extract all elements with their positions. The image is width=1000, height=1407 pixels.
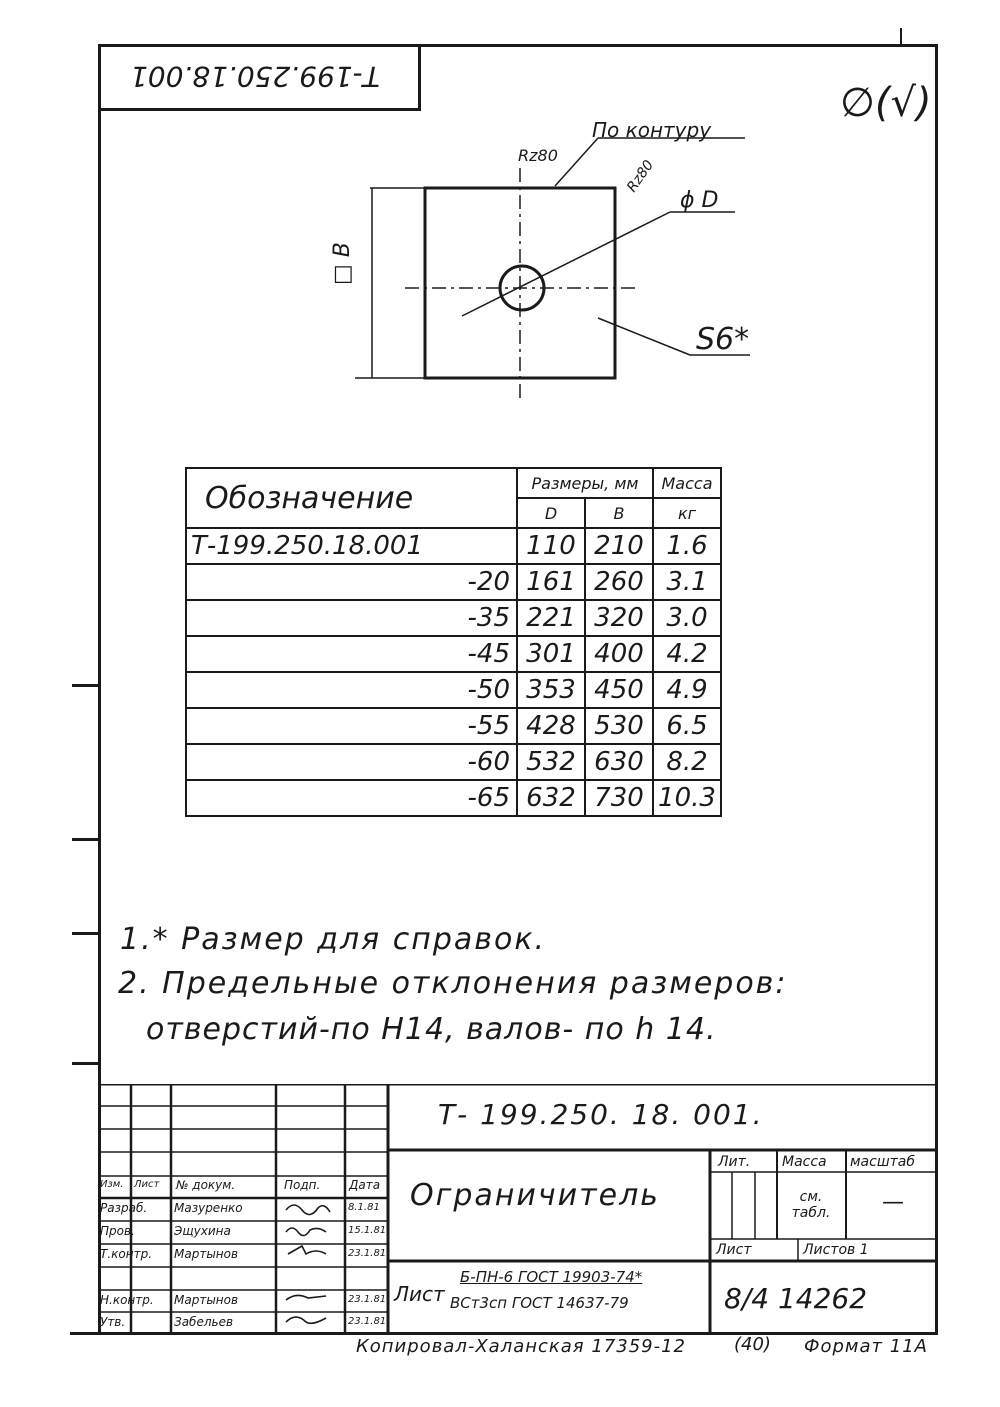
row-b: 530 xyxy=(585,708,653,744)
header-mass: Масса xyxy=(653,468,721,498)
row-b: 630 xyxy=(585,744,653,780)
col-sign: Подп. xyxy=(284,1178,321,1192)
row-designation: -50 xyxy=(186,672,517,708)
material-prefix: Лист xyxy=(394,1282,445,1306)
row-b: 730 xyxy=(585,780,653,816)
material-line1: Б-ПН-6 ГОСТ 19903-74* xyxy=(460,1268,643,1286)
sheets-label: Листов 1 xyxy=(803,1242,869,1258)
col-list: Лист xyxy=(134,1179,160,1190)
table-row xyxy=(186,564,721,600)
role-3: Н.контр. xyxy=(100,1293,154,1307)
date-1: 15.1.81 xyxy=(348,1225,387,1236)
date-3: 23.1.81 xyxy=(348,1294,387,1305)
archive-number: 8/4 14262 xyxy=(724,1282,868,1315)
title-designation: Т- 199.250. 18. 001. xyxy=(438,1098,764,1131)
col-izm: Изм. xyxy=(100,1179,124,1190)
header-designation: Обозначение xyxy=(186,468,517,528)
material-line2: ВСт3сп ГОСТ 14637-79 xyxy=(450,1294,629,1312)
thickness-leader xyxy=(598,318,690,355)
row-designation: -35 xyxy=(186,600,517,636)
table-row xyxy=(186,744,721,780)
name-2: Мартынов xyxy=(174,1247,239,1261)
footer-copied: Копировал-Халанская 17359-12 xyxy=(356,1336,687,1357)
margin-tick xyxy=(72,838,98,841)
scale-label: масштаб xyxy=(850,1154,916,1170)
thickness-label: S6* xyxy=(696,322,750,357)
row-d: 110 xyxy=(517,528,585,564)
roughness-main: Rz80 xyxy=(518,146,558,165)
row-d: 532 xyxy=(517,744,585,780)
row-designation: -45 xyxy=(186,636,517,672)
table-row xyxy=(186,528,721,564)
table-row xyxy=(186,672,721,708)
table-row xyxy=(186,636,721,672)
margin-tick xyxy=(72,1062,98,1065)
diameter-leader xyxy=(462,212,670,316)
row-mass: 1.6 xyxy=(653,528,721,564)
name-3: Мартынов xyxy=(174,1293,239,1307)
margin-tick xyxy=(72,932,98,935)
row-designation: -60 xyxy=(186,744,517,780)
hole-label: ϕ D xyxy=(680,188,719,213)
table-row xyxy=(186,600,721,636)
row-mass: 4.9 xyxy=(653,672,721,708)
roughness-hole: Rz80 xyxy=(624,157,658,196)
role-0: Разраб. xyxy=(100,1201,148,1215)
lit-label: Лит. xyxy=(718,1154,751,1170)
contour-note: По контуру xyxy=(592,118,712,142)
sheet-label: Лист xyxy=(716,1242,752,1258)
note-2: 2. Предельные отклонения размеров: xyxy=(118,966,788,1001)
col-d: D xyxy=(517,498,585,528)
row-d: 161 xyxy=(517,564,585,600)
row-b: 260 xyxy=(585,564,653,600)
table-row xyxy=(186,780,721,816)
row-mass: 3.1 xyxy=(653,564,721,600)
contour-leader xyxy=(555,138,598,186)
name-1: Эщухина xyxy=(174,1224,231,1238)
sizes-table xyxy=(185,467,722,817)
header-sizes: Размеры, мм xyxy=(517,468,653,498)
row-d: 428 xyxy=(517,708,585,744)
row-d: 301 xyxy=(517,636,585,672)
role-2: Т.контр. xyxy=(100,1247,153,1261)
row-mass: 8.2 xyxy=(653,744,721,780)
row-mass: 6.5 xyxy=(653,708,721,744)
table-row xyxy=(186,708,721,744)
col-b: В xyxy=(585,498,653,528)
title-block xyxy=(98,1084,938,1334)
row-b: 320 xyxy=(585,600,653,636)
row-b: 400 xyxy=(585,636,653,672)
row-designation: -55 xyxy=(186,708,517,744)
footer-number: (40) xyxy=(734,1334,771,1355)
row-mass: 3.0 xyxy=(653,600,721,636)
part-name: Ограничитель xyxy=(410,1178,660,1213)
col-doc: № докум. xyxy=(176,1178,236,1192)
scale-value: — xyxy=(882,1190,904,1215)
role-1: Пров. xyxy=(100,1224,135,1238)
row-b: 450 xyxy=(585,672,653,708)
signature-marks xyxy=(280,1196,340,1336)
margin-tick xyxy=(72,684,98,687)
row-d: 221 xyxy=(517,600,585,636)
side-label: □ В xyxy=(330,242,355,285)
name-0: Мазуренко xyxy=(174,1201,243,1215)
mass-value: см. табл. xyxy=(791,1189,831,1221)
mass-label: Масса xyxy=(782,1154,827,1170)
note-1: 1.* Размер для справок. xyxy=(120,922,546,957)
date-0: 8.1.81 xyxy=(348,1202,380,1213)
col-kg: кг xyxy=(653,498,721,528)
footer-format: Формат 11А xyxy=(804,1336,928,1357)
row-mass: 4.2 xyxy=(653,636,721,672)
row-mass: 10.3 xyxy=(653,780,721,816)
name-4: Забельев xyxy=(174,1315,234,1329)
row-designation: Т-199.250.18.001 xyxy=(186,528,517,564)
part-drawing xyxy=(0,0,1000,450)
row-b: 210 xyxy=(585,528,653,564)
date-4: 23.1.81 xyxy=(348,1316,387,1327)
row-designation: -65 xyxy=(186,780,517,816)
row-d: 353 xyxy=(517,672,585,708)
note-3: отверстий-по Н14, валов- по h 14. xyxy=(146,1012,717,1047)
row-designation: -20 xyxy=(186,564,517,600)
row-d: 632 xyxy=(517,780,585,816)
roughness-corner-mark: ∅(√) xyxy=(840,80,932,126)
date-2: 23.1.81 xyxy=(348,1248,387,1259)
role-4: Утв. xyxy=(100,1315,126,1329)
top-designation: Т-199.250.18.001 xyxy=(130,60,380,93)
col-date: Дата xyxy=(349,1178,381,1192)
